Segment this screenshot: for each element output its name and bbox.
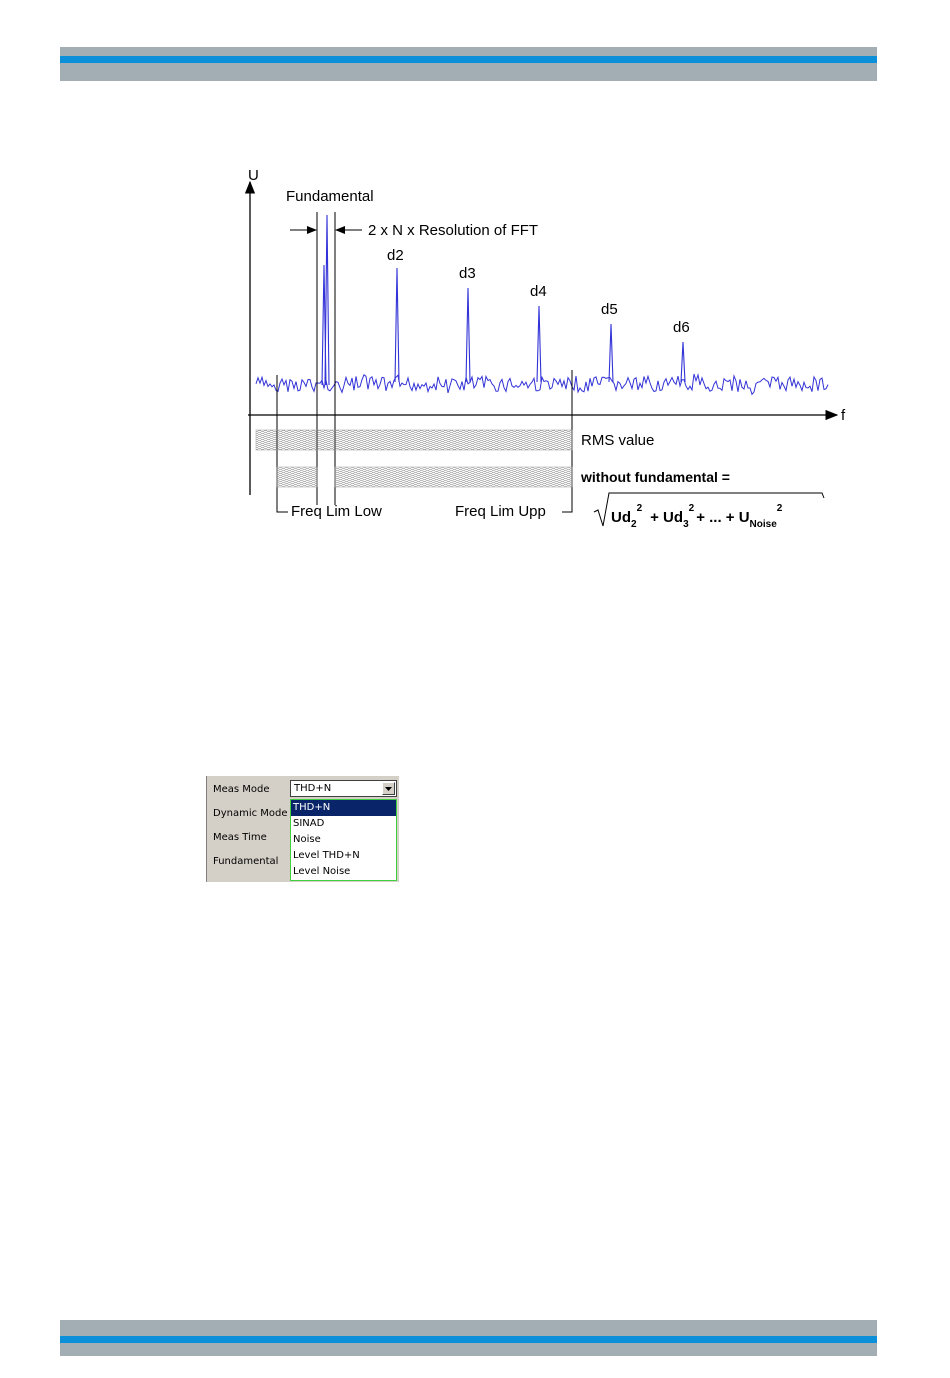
harmonic-peak-d2 xyxy=(395,268,399,382)
meas-mode-combobox[interactable] xyxy=(290,780,397,797)
without-fundamental-label: without fundamental = xyxy=(581,469,730,485)
meas-time-label: Meas Time xyxy=(213,832,267,843)
rms-without-fundamental-band-left xyxy=(277,467,317,487)
harmonic-peak-d5 xyxy=(609,324,613,382)
option-level-thd-n[interactable]: Level THD+N xyxy=(293,850,360,861)
fundamental-peak xyxy=(322,215,329,385)
chevron-down-icon xyxy=(385,787,392,791)
formula-term1-sub: 2 xyxy=(631,519,637,530)
harmonic-label-d5: d5 xyxy=(601,301,618,318)
option-noise[interactable]: Noise xyxy=(293,834,321,845)
meas-mode-label: Meas Mode xyxy=(213,784,270,795)
meas-mode-dropdown-list xyxy=(290,799,397,881)
formula-plus2: + ... + U xyxy=(696,509,750,526)
freq-lim-upp-label: Freq Lim Upp xyxy=(455,503,546,520)
freq-lim-low-label: Freq Lim Low xyxy=(291,503,382,520)
fundamental-label: Fundamental xyxy=(286,188,374,205)
rms-without-fundamental-band-right xyxy=(335,467,572,487)
harmonic-label-d4: d4 xyxy=(530,283,547,300)
footer-band-bottom xyxy=(60,1343,877,1356)
formula xyxy=(611,503,783,530)
formula-term3-sup: 2 xyxy=(776,503,783,514)
x-axis-label: f xyxy=(841,407,846,424)
dropdown-arrow-button[interactable] xyxy=(382,782,395,795)
formula-plus1: + Ud xyxy=(650,509,684,526)
option-level-noise[interactable]: Level Noise xyxy=(293,866,351,877)
meas-mode-value: THD+N xyxy=(294,783,332,794)
freq-lim-low-bracket xyxy=(277,505,288,512)
formula-term3-sub: Noise xyxy=(749,519,777,530)
harmonic-peak-d6 xyxy=(681,342,685,382)
option-sinad[interactable]: SINAD xyxy=(293,818,325,829)
harmonic-label-d3: d3 xyxy=(459,265,476,282)
rms-value-label: RMS value xyxy=(581,432,655,449)
header-band-bottom xyxy=(60,63,877,81)
harmonic-peak-d4 xyxy=(537,306,541,382)
rms-value-band xyxy=(256,430,572,450)
resolution-label: 2 x N x Resolution of FFT xyxy=(368,222,539,239)
formula-term1: Ud xyxy=(611,509,631,526)
harmonic-peak-d3 xyxy=(466,288,470,382)
spectrum-noise-trace xyxy=(256,374,828,394)
header-band-blue xyxy=(60,56,877,63)
option-thd-n[interactable]: THD+N xyxy=(291,800,396,816)
footer-band-blue xyxy=(60,1336,877,1343)
footer-band-top xyxy=(60,1320,877,1336)
fundamental-setting-label: Fundamental xyxy=(213,856,279,867)
measurement-settings-panel xyxy=(206,776,399,882)
y-axis-label: U xyxy=(248,167,259,184)
thd-spectrum-diagram xyxy=(240,160,850,535)
harmonic-label-d2: d2 xyxy=(387,247,404,264)
formula-term1-sup: 2 xyxy=(636,503,643,514)
formula-term2-sup: 2 xyxy=(688,503,695,514)
formula-term2-sub: 3 xyxy=(683,519,689,530)
header-band-top xyxy=(60,47,877,56)
freq-lim-upp-bracket xyxy=(562,505,572,512)
dynamic-mode-label: Dynamic Mode xyxy=(213,808,288,819)
harmonic-label-d6: d6 xyxy=(673,319,690,336)
